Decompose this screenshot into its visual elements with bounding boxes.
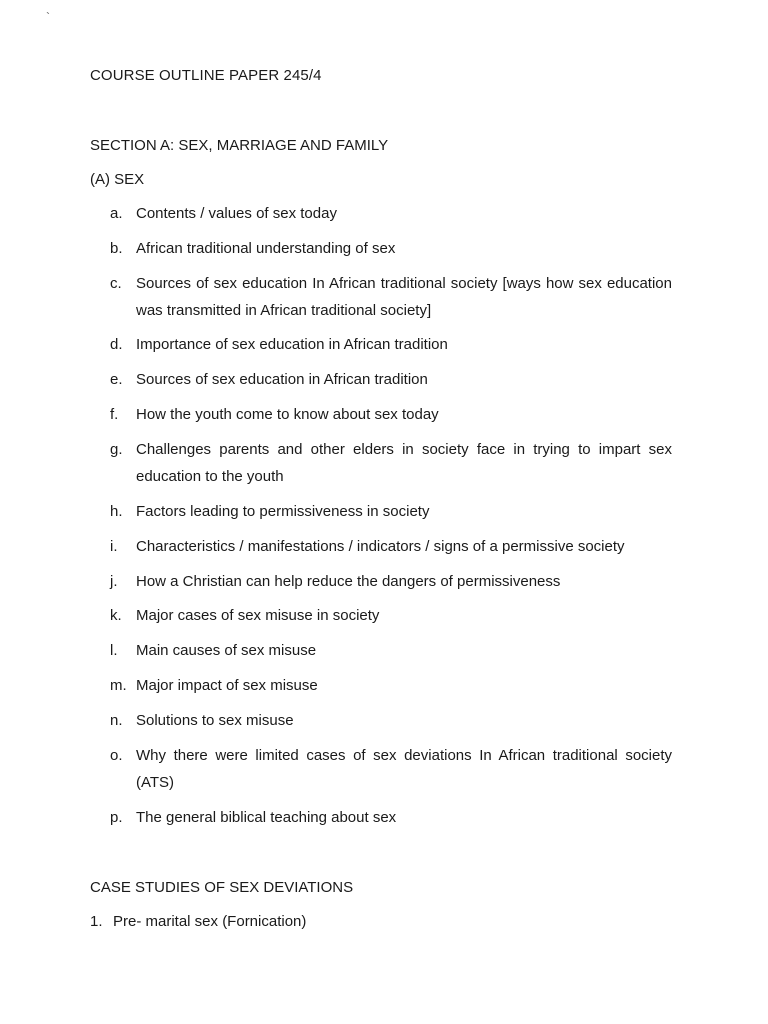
list-marker: k. (110, 607, 122, 624)
list-marker: d. (110, 336, 123, 353)
list-item (110, 498, 672, 525)
list-item (110, 602, 672, 629)
case-study-text: Pre- marital sex (Fornication) (113, 913, 307, 930)
list-item-text: Main causes of sex misuse (136, 642, 317, 659)
list-item (110, 533, 672, 560)
course-title: COURSE OUTLINE PAPER 245/4 (90, 67, 322, 84)
list-item (110, 804, 672, 831)
list-marker: c. (110, 275, 122, 292)
list-item-text: Sources of sex education in African tradition (136, 371, 428, 388)
list-item-text: Why there were limited cases of sex deviations In African traditional society (ATS) (136, 747, 672, 791)
list-marker: m. (110, 677, 127, 694)
list-item-text: The general biblical teaching about sex (136, 809, 397, 826)
list-item-text: Major cases of sex misuse in society (136, 607, 380, 624)
sub-heading: (A) SEX (90, 171, 145, 188)
case-study-item (90, 913, 672, 930)
list-item-text: African traditional understanding of sex (136, 240, 396, 257)
list-item (110, 270, 672, 324)
list-item (110, 672, 672, 699)
list-item-text: Major impact of sex misuse (136, 677, 318, 694)
list-marker: o. (110, 747, 123, 764)
list-item (110, 401, 672, 428)
list-item (110, 331, 672, 358)
stray-mark: ` (46, 10, 50, 24)
list-item-text: How a Christian can help reduce the dangers of permissiveness (136, 573, 561, 590)
list-item-text: Challenges parents and other elders in society face in trying to impart sex education to the youth (136, 441, 672, 485)
list-item-text: Characteristics / manifestations / indicators / signs of a permissive society (136, 538, 625, 555)
list-marker: a. (110, 205, 123, 222)
list-item-text: Contents / values of sex today (136, 205, 337, 222)
list-item-text: How the youth come to know about sex today (136, 406, 439, 423)
list-marker: f. (110, 406, 119, 423)
list-marker: l. (110, 642, 118, 659)
case-studies-heading: CASE STUDIES OF SEX DEVIATIONS (90, 879, 354, 896)
list-item (110, 707, 672, 734)
list-marker: g. (110, 441, 123, 458)
list-marker: e. (110, 371, 123, 388)
list-item (110, 200, 672, 227)
list-item-text: Factors leading to permissiveness in society (136, 503, 430, 520)
list-marker: p. (110, 809, 123, 826)
list-item (110, 366, 672, 393)
list-item-text: Importance of sex education in African tradition (136, 336, 448, 353)
list-item (110, 637, 672, 664)
case-study-marker: 1. (90, 913, 103, 930)
list-marker: b. (110, 240, 123, 257)
list-item (110, 235, 672, 262)
list-item (110, 436, 672, 490)
list-marker: h. (110, 503, 123, 520)
list-marker: j. (110, 573, 118, 590)
list-item-text: Sources of sex education In African traditional society [ways how sex education was transmitted in African traditional society] (136, 275, 672, 319)
list-item (110, 568, 672, 595)
list-item (110, 742, 672, 796)
list-marker: i. (110, 538, 118, 555)
list-item-text: Solutions to sex misuse (136, 712, 294, 729)
section-title: SECTION A: SEX, MARRIAGE AND FAMILY (90, 137, 389, 154)
list-marker: n. (110, 712, 123, 729)
